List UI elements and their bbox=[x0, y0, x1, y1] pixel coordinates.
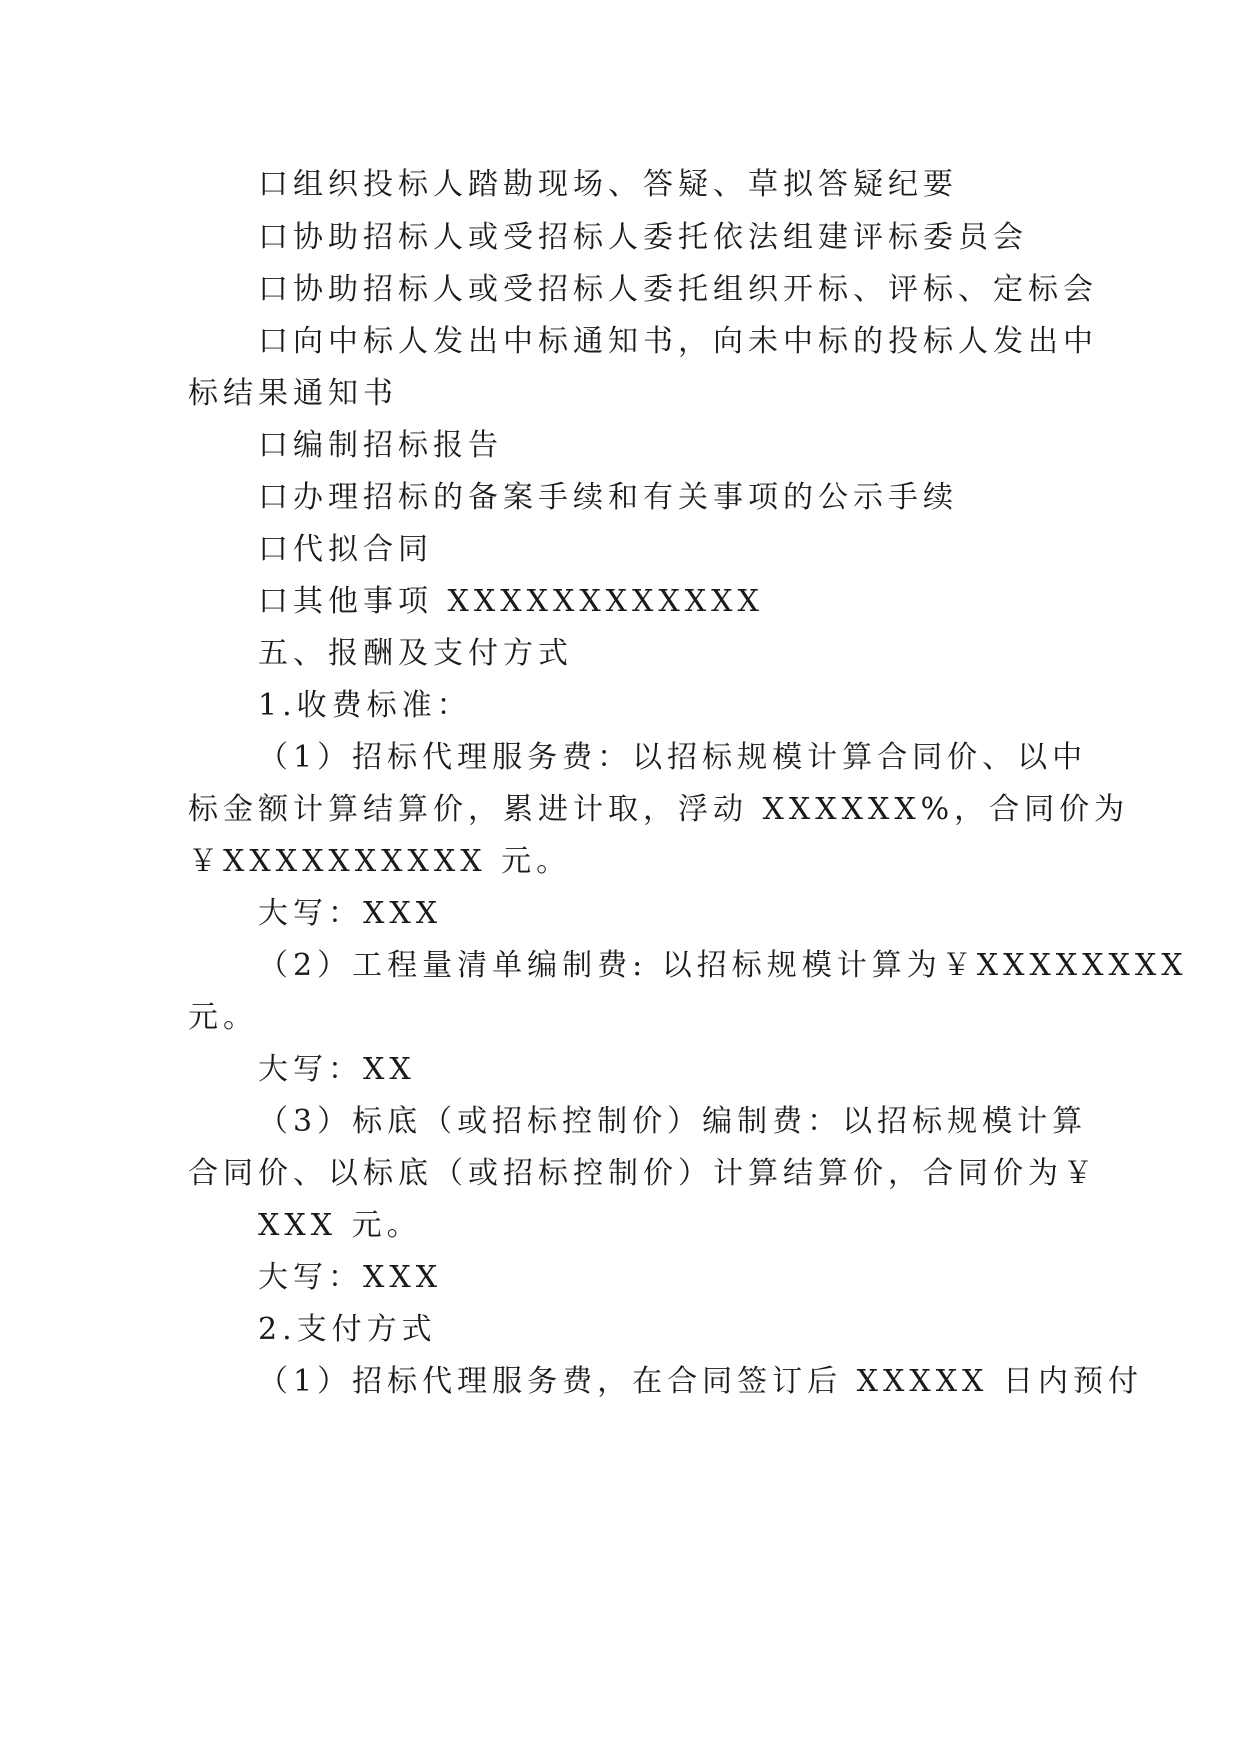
item-bid-opening: 口协助招标人或受招标人委托组织开标、评标、定标会 bbox=[258, 272, 1098, 307]
item-evaluation-committee: 口协助招标人或受招标人委托依法组建评标委员会 bbox=[258, 220, 1028, 255]
section-heading: 五、报酬及支付方式 bbox=[258, 636, 573, 671]
fee-item-1-amount: ￥XXXXXXXXXX 元。 bbox=[188, 844, 572, 879]
subheading-payment: 2.支付方式 bbox=[258, 1312, 437, 1347]
item-contract-draft: 口代拟合同 bbox=[258, 532, 433, 567]
fee-item-1: （1）招标代理服务费：以招标规模计算合同价、以中 bbox=[258, 740, 1088, 775]
item-award-notice-cont: 标结果通知书 bbox=[188, 376, 398, 411]
item-filing: 口办理招标的备案手续和有关事项的公示手续 bbox=[258, 480, 958, 515]
fee-item-3: （3）标底（或招标控制价）编制费：以招标规模计算 bbox=[258, 1104, 1088, 1139]
subheading-fee-standard: 1.收费标准： bbox=[258, 688, 472, 723]
item-award-notice: 口向中标人发出中标通知书，向未中标的投标人发出中 bbox=[258, 324, 1098, 359]
fee-item-1-cont: 标金额计算结算价，累进计取，浮动 XXXXXX%，合同价为 bbox=[188, 792, 1130, 827]
fee-item-3-words: 大写：XXX bbox=[258, 1260, 443, 1295]
fee-item-1-words: 大写：XXX bbox=[258, 896, 443, 931]
payment-item-1: （1）招标代理服务费，在合同签订后 XXXXX 日内预付 bbox=[258, 1364, 1143, 1399]
fee-item-3-cont: 合同价、以标底（或招标控制价）计算结算价，合同价为￥ bbox=[188, 1156, 1098, 1191]
fee-item-3-amount: XXX 元。 bbox=[258, 1208, 422, 1243]
fee-item-2-cont: 元。 bbox=[188, 1000, 258, 1035]
fee-item-2-words: 大写：XX bbox=[258, 1052, 416, 1087]
item-tender-report: 口编制招标报告 bbox=[258, 428, 503, 463]
fee-item-2: （2）工程量清单编制费: 以招标规模计算为￥XXXXXXXX bbox=[258, 948, 1188, 983]
item-site-visit: 口组织投标人踏勘现场、答疑、草拟答疑纪要 bbox=[258, 167, 958, 202]
item-other: 口其他事项 XXXXXXXXXXXX bbox=[258, 584, 764, 619]
